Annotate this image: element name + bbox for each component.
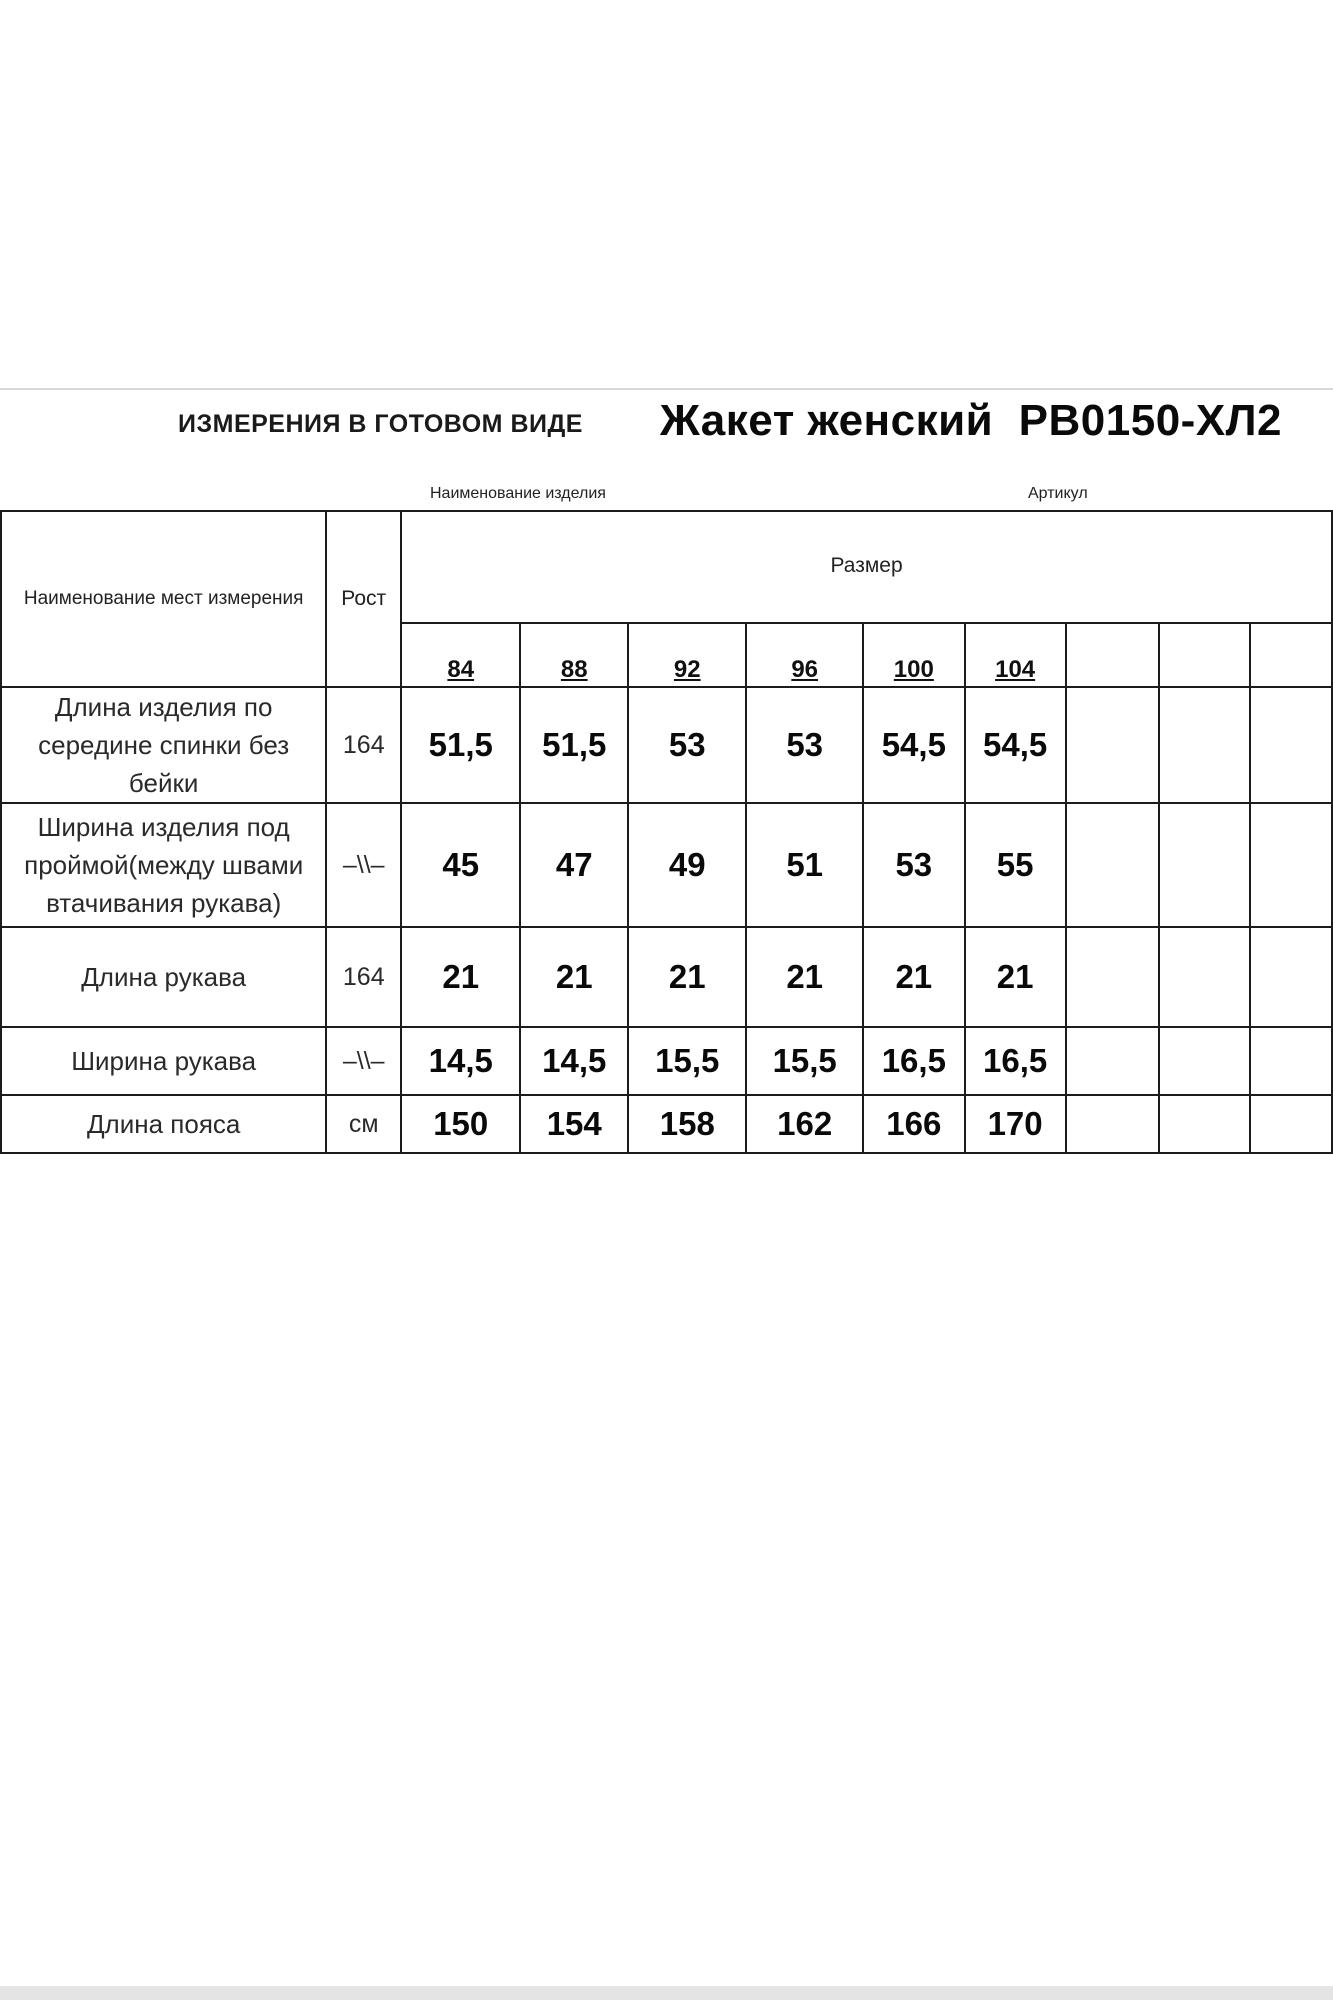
empty-cell [1159,927,1250,1027]
measurement-value: 170 [965,1095,1066,1153]
measurement-value: 21 [401,927,520,1027]
measurement-value: 53 [746,687,863,803]
empty-size-cell [1250,623,1332,687]
measurement-value: 150 [401,1095,520,1153]
sheet-title: ИЗМЕРЕНИЯ В ГОТОВОМ ВИДЕ [178,410,583,438]
measurement-value: 14,5 [401,1027,520,1095]
product-title [660,396,1282,446]
measurement-value: 158 [628,1095,746,1153]
article-label: Артикул [1028,485,1088,502]
measurement-value: 53 [628,687,746,803]
height-header: Рост [326,511,401,687]
table-row [1,803,1332,927]
empty-cell [1250,687,1332,803]
measurement-value: 21 [520,927,628,1027]
empty-cell [1066,687,1159,803]
measurement-value: 21 [746,927,863,1027]
height-value: –\\– [326,1027,401,1095]
measurement-value: 53 [863,803,965,927]
measurement-value: 51 [746,803,863,927]
measurement-value: 16,5 [863,1027,965,1095]
empty-cell [1250,803,1332,927]
article-code: РВ0150-ХЛ2 [1018,396,1283,445]
table-row [1,1095,1332,1153]
table-row [1,927,1332,1027]
measurement-value: 162 [746,1095,863,1153]
bottom-edge [0,1986,1333,2000]
size-value: 92 [628,623,746,687]
empty-cell [1159,803,1250,927]
empty-size-cell [1066,623,1159,687]
empty-cell [1250,1095,1332,1153]
product-name: Жакет женский [660,396,994,445]
measurement-value: 51,5 [520,687,628,803]
measurement-name: Длина изделия по середине спинки без бейки [1,687,326,803]
table-row [1,687,1332,803]
table-row [1,1027,1332,1095]
table-header-row [1,511,1332,623]
empty-cell [1159,687,1250,803]
height-value: 164 [326,927,401,1027]
measurement-value: 51,5 [401,687,520,803]
empty-cell [1066,1027,1159,1095]
size-value: 104 [965,623,1066,687]
measurement-value: 55 [965,803,1066,927]
empty-cell [1159,1027,1250,1095]
measurement-value: 16,5 [965,1027,1066,1095]
size-value: 84 [401,623,520,687]
empty-cell [1066,803,1159,927]
top-rule [0,388,1333,390]
size-value: 88 [520,623,628,687]
subheader-row [0,452,1333,508]
measurement-value: 21 [965,927,1066,1027]
empty-cell [1159,1095,1250,1153]
measurement-value: 21 [628,927,746,1027]
measurement-name: Ширина изделия под проймой(между швами втачивания рукава) [1,803,326,927]
measurement-value: 14,5 [520,1027,628,1095]
measurement-table [0,510,1333,1154]
empty-cell [1250,1027,1332,1095]
measurement-name: Длина пояса [1,1095,326,1153]
height-value: 164 [326,687,401,803]
measurement-value: 49 [628,803,746,927]
size-value: 100 [863,623,965,687]
empty-cell [1250,927,1332,1027]
measurement-value: 166 [863,1095,965,1153]
measurement-value: 47 [520,803,628,927]
measurement-value: 15,5 [628,1027,746,1095]
measurement-name: Длина рукава [1,927,326,1027]
measurement-name: Ширина рукава [1,1027,326,1095]
height-value: –\\– [326,803,401,927]
height-value: см [326,1095,401,1153]
empty-cell [1066,1095,1159,1153]
product-name-label: Наименование изделия [430,485,606,502]
empty-size-cell [1159,623,1250,687]
measurement-value: 154 [520,1095,628,1153]
title-row [0,392,1333,448]
size-header: Размер [401,511,1332,623]
measurement-value: 15,5 [746,1027,863,1095]
empty-cell [1066,927,1159,1027]
measurement-value: 54,5 [965,687,1066,803]
size-value: 96 [746,623,863,687]
measurement-name-header: Наименование мест измерения [1,511,326,687]
measurement-value: 21 [863,927,965,1027]
measurement-value: 54,5 [863,687,965,803]
measurement-value: 45 [401,803,520,927]
